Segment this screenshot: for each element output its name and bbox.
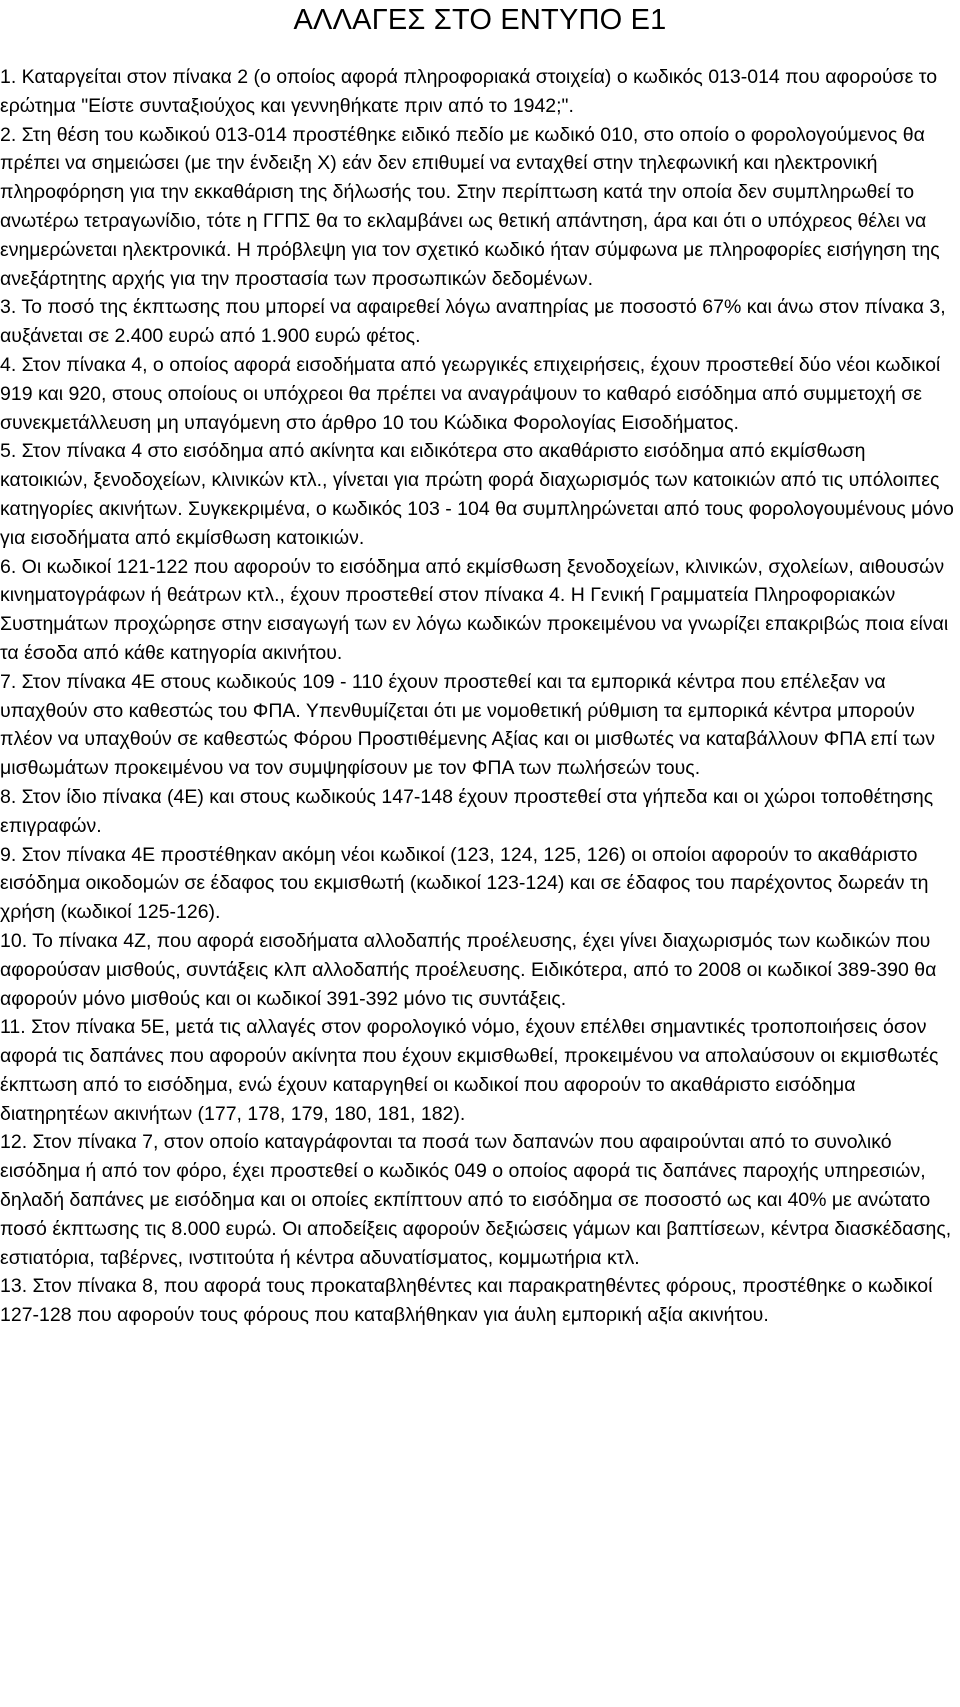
paragraph-6: 6. Οι κωδικοί 121-122 που αφορούν το εισόδημα από εκμίσθωση ξενοδοχείων, κλινικών, σχολείων, αιθουσών κινηματογράφων ή θεάτρων κτλ., έχουν προστεθεί στον πίνακα 4. Η Γενική Γραμματεία Πληροφοριακών Συστημάτων προχώρησε στην εισαγωγή των εν λόγω κωδικών προκειμένου να γνωρίζει επακριβώς ποια είναι τα έσοδα από κάθε κατηγορία ακινήτου.	[0, 555, 949, 664]
paragraph-5: 5. Στον πίνακα 4 στο εισόδημα από ακίνητα και ειδικότερα στο ακαθάριστο εισόδημα από εκμίσθωση κατοικιών, ξενοδοχείων, κλινικών κτλ., γίνεται για πρώτη φορά διαχωρισμός των κατοικιών από τις υπόλοιπες κατηγορίες ακινήτων. Συγκεκριμένα, ο κωδικός 103 - 104 θα συμπληρώνεται από τους φορολογουμένους μόνο για εισοδήματα από εκμίσθωση κατοικιών.	[0, 440, 954, 549]
paragraph-8: 8. Στον ίδιο πίνακα (4Ε) και στους κωδικούς 147-148 έχουν προστεθεί στα γήπεδα και οι χώροι τοποθέτησης επιγραφών.	[0, 785, 934, 837]
paragraph-1: 1. Καταργείται στον πίνακα 2 (ο οποίος αφορά πληροφοριακά στοιχεία) ο κωδικός 013-014 που αφορούσε το ερώτημα "Είστε συνταξιούχος και γεννηθήκατε πριν από το 1942;".	[0, 66, 938, 117]
paragraph-7: 7. Στον πίνακα 4Ε στους κωδικούς 109 - 110 έχουν προστεθεί και τα εμπορικά κέντρα που επέλεξαν να υπαχθούν στο καθεστώς του ΦΠΑ. Υπενθυμίζεται ότι με νομοθετική ρύθμιση τα εμπορικά κέντρα μπορούν πλέον να υπαχθούν σε καθεστώς Φόρου Προστιθέμενης Αξίας και οι μισθωτές να καταβάλλουν ΦΠΑ επί των μισθωμάτων προκειμένου να τον συμψηφίσουν με τον ΦΠΑ των πωλήσεών τους.	[0, 670, 935, 780]
document-body	[0, 63, 956, 1330]
paragraph-4: 4. Στον πίνακα 4, ο οποίος αφορά εισοδήματα από γεωργικές επιχειρήσεις, έχουν προστεθεί δύο νέοι κωδικοί 919 και 920, στους οποίους οι υπόχρεοι θα πρέπει να αναγράψουν το καθαρό εισόδημα από συμμετοχή σε συνεκμετάλλευση μη υπαγόμενη στο άρθρο 10 του Κώδικα Φορολογίας Εισοδήματος.	[0, 353, 941, 434]
paragraph-13: 13. Στον πίνακα 8, που αφορά τους προκαταβληθέντες και παρακρατηθέντες φόρους, προστέθηκε ο κωδικοί 127-128 που αφορούν τους φόρους που καταβλήθηκαν για άυλη εμπορική αξία ακινήτου.	[0, 1275, 933, 1327]
paragraph-9: 9. Στον πίνακα 4Ε προστέθηκαν ακόμη νέοι κωδικοί (123, 124, 125, 126) οι οποίοι αφορούν το ακαθάριστο εισόδημα οικοδομών σε έδαφος του εκμισθωτή (κωδικοί 123-124) και σε έδαφος του παρέχοντος δωρεάν τη χρήση (κωδικοί 125-126).	[0, 843, 929, 924]
paragraph-10: 10. Το πίνακα 4Ζ, που αφορά εισοδήματα αλλοδαπής προέλευσης, έχει γίνει διαχωρισμός των κωδικών που αφορούσαν μισθούς, συντάξεις κλπ αλλοδαπής προέλευσης. Ειδικότερα, από το 2008 οι κωδικοί 389-390 θα αφορούν μόνο μισθούς και οι κωδικοί 391-392 μόνο τις συντάξεις.	[0, 929, 937, 1010]
paragraph-3: 3. Το ποσό της έκπτωσης που μπορεί να αφαιρεθεί λόγω αναπηρίας με ποσοστό 67% και άνω στον πίνακα 3, αυξάνεται σε 2.400 ευρώ από 1.900 ευρώ φέτος.	[0, 296, 946, 348]
document-title: ΑΛΛΑΓΕΣ ΣΤΟ ΕΝΤΥΠΟ Ε1	[293, 4, 667, 36]
paragraph-2: 2. Στη θέση του κωδικού 013-014 προστέθηκε ειδικό πεδίο με κωδικό 010, στο οποίο ο φορολογούμενος θα πρέπει να σημειώσει (με την ένδειξη Χ) εάν δεν επιθυμεί να ενταχθεί στην τηλεφωνική και ηλεκτρονική πληροφόρηση για την εκκαθάριση της δήλωσής του. Στην περίπτωση κατά την οποία δεν συμπληρωθεί το ανωτέρω τετραγωνίδιο, τότε η ΓΓΠΣ θα το εκλαμβάνει ως θετική απάντηση, άρα και ότι ο υπόχρεος θέλει να ενημερώνεται ηλεκτρονικά. Η πρόβλεψη για τον σχετικό κωδικό ήταν σύμφωνα με πληροφορίες εισήγηση της ανεξάρτητης αρχής για την προστασία των προσωπικών δεδομένων.	[0, 123, 940, 290]
paragraph-12: 12. Στον πίνακα 7, στον οποίο καταγράφονται τα ποσά των δαπανών που αφαιρούνται από το συνολικό εισόδημα ή από τον φόρο, έχει προστεθεί ο κωδικός 049 ο οποίος αφορά τις δαπάνες παροχής υπηρεσιών, δηλαδή δαπάνες με εισόδημα και οι οποίες εκπίπτουν από το εισόδημα σε ποσοστό ως και 40% με ανώτατο ποσό έκπτωσης τις 8.000 ευρώ. Οι αποδείξεις αφορούν δεξιώσεις γάμων και βαπτίσεων, κέντρα διασκέδασης, εστιατόρια, ταβέρνες, ινστιτούτα ή κέντρα αδυνατίσματος, κομμωτήρια κτλ.	[0, 1131, 952, 1269]
paragraph-11: 11. Στον πίνακα 5Ε, μετά τις αλλαγές στον φορολογικό νόμο, έχουν επέλθει σημαντικές τροποποιήσεις όσον αφορά τις δαπάνες που αφορούν ακίνητα που έχουν εκμισθωθεί, προκειμένου να απολαύσουν οι εκμισθωτές έκπτωση από το εισόδημα, ενώ έχουν καταργηθεί οι κωδικοί που αφορούν το ακαθάριστο εισόδημα διατηρητέων ακινήτων (177, 178, 179, 180, 181, 182).	[0, 1016, 939, 1125]
